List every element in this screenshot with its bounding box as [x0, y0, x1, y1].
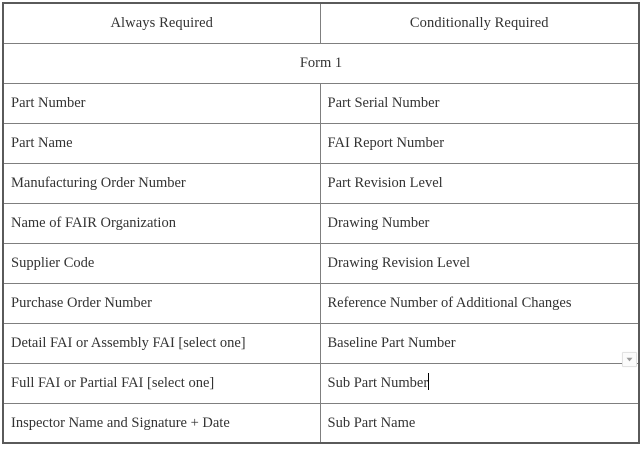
table-row: [3, 123, 639, 163]
cell-always-required[interactable]: [3, 403, 320, 443]
cell-conditionally-required[interactable]: [320, 323, 639, 363]
cell-label: Full FAI or Partial FAI [select one]: [11, 374, 215, 391]
cell-always-required[interactable]: [3, 203, 320, 243]
cell-label: Drawing Number: [327, 214, 430, 231]
cell-always-required[interactable]: [3, 363, 320, 403]
cell-always-required[interactable]: [3, 243, 320, 283]
cell-conditionally-required[interactable]: [320, 83, 639, 123]
cell-conditionally-required[interactable]: [320, 403, 639, 443]
table-row: [3, 83, 639, 123]
cell-label: Purchase Order Number: [11, 294, 152, 311]
cell-conditionally-required[interactable]: [320, 123, 639, 163]
table-body: [3, 43, 639, 443]
cell-label: Inspector Name and Signature + Date: [11, 414, 230, 431]
column-header-always-required: Always Required: [3, 3, 320, 43]
table-row: [3, 203, 639, 243]
cell-always-required[interactable]: [3, 283, 320, 323]
cell-label: Drawing Revision Level: [327, 254, 471, 271]
cell-conditionally-required[interactable]: [320, 363, 639, 403]
cell-always-required[interactable]: [3, 123, 320, 163]
table-row: [3, 363, 639, 403]
cell-always-required[interactable]: [3, 323, 320, 363]
cell-label: Part Serial Number: [327, 94, 440, 111]
cell-label: Baseline Part Number: [327, 334, 456, 351]
table-row: [3, 163, 639, 203]
table-row: [3, 403, 639, 443]
cell-label: Part Number: [11, 94, 86, 111]
cell-conditionally-required[interactable]: [320, 243, 639, 283]
cell-always-required[interactable]: [3, 163, 320, 203]
cell-conditionally-required[interactable]: [320, 203, 639, 243]
cell-conditionally-required[interactable]: [320, 283, 639, 323]
requirements-table: [2, 2, 640, 444]
table-section-row: [3, 43, 639, 83]
cell-label: Manufacturing Order Number: [11, 174, 186, 191]
table-header: [3, 3, 639, 43]
column-header-conditionally-required: Conditionally Required: [320, 3, 639, 43]
cell-conditionally-required[interactable]: [320, 163, 639, 203]
cell-label: Sub Part Number: [327, 375, 429, 392]
cell-label: Supplier Code: [11, 254, 95, 271]
cell-label: Detail FAI or Assembly FAI [select one]: [11, 334, 246, 351]
table-row: [3, 283, 639, 323]
cell-label: Part Revision Level: [327, 174, 443, 191]
section-row-form-1: Form 1: [3, 43, 639, 83]
cell-label: Sub Part Name: [327, 414, 416, 431]
cell-label: FAI Report Number: [327, 134, 445, 151]
table-row: [3, 323, 639, 363]
dropdown-arrow-icon[interactable]: [622, 352, 637, 367]
cell-always-required[interactable]: [3, 83, 320, 123]
cell-label: Part Name: [11, 134, 73, 151]
cell-label: Name of FAIR Organization: [11, 214, 176, 231]
text-cursor: [428, 373, 429, 390]
table-row: [3, 243, 639, 283]
table-header-row: [3, 3, 639, 43]
cell-label: Reference Number of Additional Changes: [327, 294, 572, 311]
